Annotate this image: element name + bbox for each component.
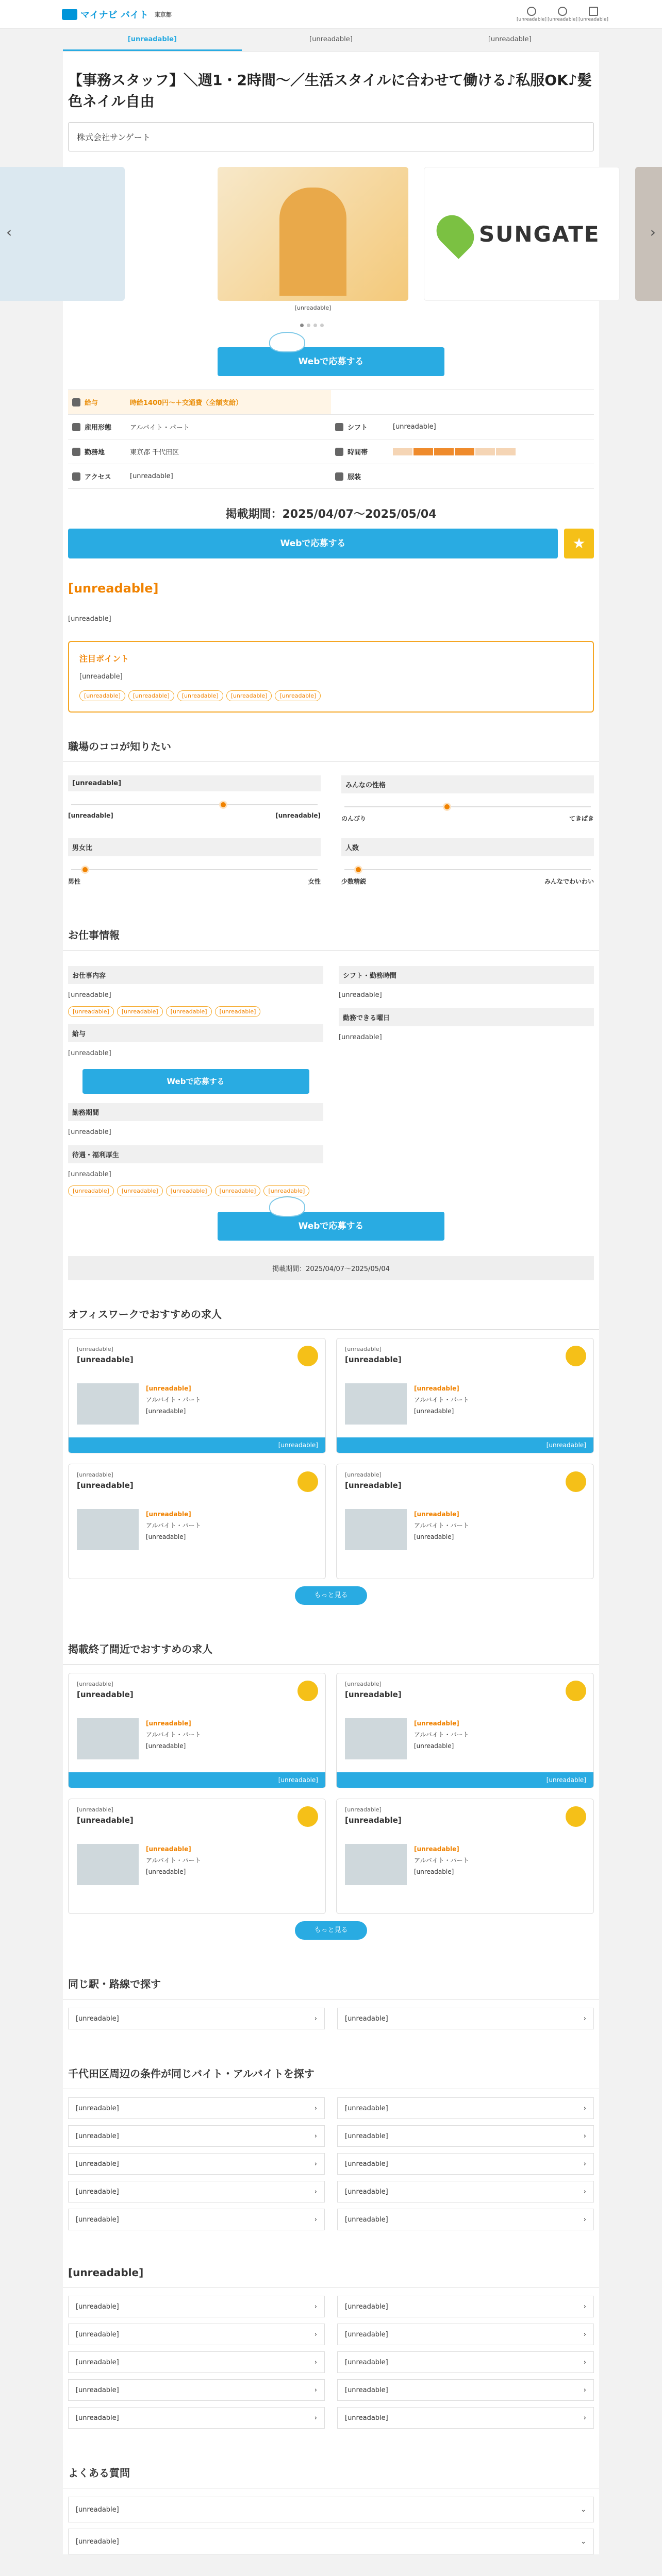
posting-period: 掲載期間：2025/04/07〜2025/05/04 [225,508,437,521]
brand-logo: SUNGATE [479,221,600,247]
carousel-slide-photo [218,167,408,301]
calendar-icon [335,423,343,431]
chevron-right-icon: › [583,2188,586,2196]
pay-row: 給与 時給1400円〜＋交通費（全額支給） [68,390,331,415]
job-info-table [68,389,594,489]
appearance-row: 服装 [331,464,594,489]
hours-row: 時間帯 [331,439,594,464]
building-icon [72,448,80,456]
workplace-heading: 職場のココが知りたい [63,733,599,762]
apply-button-bottom[interactable]: Webで応募する [218,1212,444,1241]
apply-button-inline[interactable]: Webで応募する [82,1069,309,1094]
rec1-cards [68,1338,594,1579]
access-row: アクセス [unreadable] [68,464,331,489]
search-link[interactable]: [unreadable] › [337,2125,594,2147]
more-button[interactable]: もっと見る [295,1921,367,1940]
area-label: 東京都 [154,11,172,18]
chevron-right-icon: › [583,2302,586,2311]
apply-button-top[interactable]: Webで応募する [218,347,444,376]
favorite-icon[interactable] [566,1346,586,1366]
search-link[interactable]: [unreadable] › [68,2181,325,2202]
bell-icon[interactable]: [unreadable] [525,7,538,22]
slider-personality: みんなの性格 のんびり てきぱき [341,770,594,833]
favorite-icon[interactable] [297,1471,318,1492]
area-links-heading: 千代田区周辺の条件が同じバイト・アルバイトを探す [63,2060,599,2089]
job-thumbnail [77,1383,139,1425]
photo-carousel [6,167,656,332]
logo-mark-icon [62,9,77,20]
tab-1[interactable]: [unreadable] [63,29,242,51]
tab-3[interactable]: [unreadable] [488,35,532,43]
faq-item[interactable]: [unreadable] ⌄ [68,2497,594,2522]
clock-icon [335,448,343,456]
chevron-right-icon: › [314,2132,317,2140]
page-tabs [63,29,599,52]
search-link[interactable]: [unreadable] › [68,2324,325,2345]
photo-caption: [unreadable] [294,304,332,312]
chevron-right-icon: › [314,2358,317,2366]
favorite-icon[interactable] [297,1346,318,1366]
search-link[interactable]: [unreadable] › [68,2209,325,2230]
search-link[interactable]: [unreadable] › [337,2407,594,2429]
job-card[interactable]: [unreadable] [unreadable] [unreadable] アルバイト・パート [unreadable] [unreadable] [336,1673,594,1788]
search-link[interactable]: [unreadable] › [68,2407,325,2429]
search-link[interactable]: [unreadable] › [337,2097,594,2119]
posting-period-bar: 掲載期間：2025/04/07〜2025/05/04 [68,1256,594,1280]
search-link[interactable]: [unreadable] › [68,2153,325,2175]
chevron-left-icon[interactable]: ‹ [6,224,12,241]
catch-copy: [unreadable] [68,581,159,596]
chevron-right-icon: › [583,2330,586,2338]
staff-photo [279,188,346,296]
chevron-right-icon: › [583,2014,586,2023]
rec2-cards [68,1673,594,1914]
carousel-dot[interactable] [307,324,310,327]
carousel-dot[interactable] [320,324,324,327]
job-thumbnail [77,1718,139,1759]
train-icon [72,472,80,481]
briefcase-icon [72,423,80,431]
job-thumbnail [77,1509,139,1550]
chevron-right-icon: › [583,2215,586,2224]
chevron-right-icon: › [583,2358,586,2366]
same-station-links [68,2008,594,2029]
chevron-right-icon: › [583,2160,586,2168]
mascot-icon [269,1196,305,1217]
shift-row: シフト [unreadable] [331,415,594,439]
search-link[interactable]: [unreadable] › [68,2125,325,2147]
job-description: [unreadable] [68,615,111,623]
tag[interactable]: [unreadable] [177,690,223,701]
slider-size: 人数 少数精鋭 みんなでわいわい [341,833,594,896]
chevron-right-icon: › [583,2414,586,2422]
slider-gender: 男女比 男性 女性 [68,833,321,896]
search-link[interactable]: [unreadable] › [68,2351,325,2373]
job-card[interactable]: [unreadable] [unreadable] [unreadable] アルバイト・パート [unreadable] [68,1799,326,1914]
job-thumbnail [345,1509,407,1550]
chevron-right-icon: › [583,2104,586,2112]
apply-button-main[interactable]: Webで応募する [68,529,558,558]
job-thumbnail [345,1383,407,1425]
area-links [68,2097,594,2230]
chevron-right-icon: › [314,2160,317,2168]
carousel-dots [300,324,324,327]
job-card[interactable]: [unreadable] [unreadable] [unreadable] アルバイト・パート [unreadable] [68,1464,326,1579]
yen-icon [72,398,80,406]
location-pin-icon [430,209,481,259]
tag[interactable]: [unreadable] [226,690,272,701]
slider-atmosphere: [unreadable] [unreadable] [unreadable] [68,770,321,833]
work-details: お仕事内容 [unreadable] [unreadable] [unreadable] [unreadable] [unreadable] 給与 [unreadable] Webで応募する 勤務期間 [unreadable] 待遇・福利厚生 [unreadable] [unreadable] [unreadable] [unreadable] [unreadable] [unreadable] シフト・勤務時間 [unreadable] 勤務できる曜日 [unreadable] [68,959,594,1197]
chevron-right-icon: › [314,2014,317,2023]
rec2-heading: 掲載終了間近でおすすめの求人 [63,1636,599,1665]
job-thumbnail [345,1844,407,1885]
search-link[interactable]: [unreadable] › [337,2324,594,2345]
more-button[interactable]: もっと見る [295,1586,367,1605]
logo-text: マイナビ バイト [80,9,148,21]
work-info-heading: お仕事情報 [63,922,599,951]
location-row: 勤務地 東京都 千代田区 [68,439,331,464]
search-link[interactable]: [unreadable] › [337,2181,594,2202]
rec1-heading: オフィスワークでおすすめの求人 [63,1301,599,1330]
history-icon[interactable]: [unreadable] [556,7,569,22]
tag[interactable]: [unreadable] [275,690,321,701]
employment-row: 雇用形態 アルバイト・パート [68,415,331,439]
favorite-star-icon[interactable]: ★ [564,529,594,558]
search-link[interactable]: [unreadable] › [68,2296,325,2317]
main-content [6,52,656,2554]
company-name[interactable]: 株式会社サンゲート [68,122,594,151]
chevron-down-icon: ⌄ [581,2505,586,2514]
carousel-slide-next [635,167,662,301]
chevron-right-icon: › [314,2414,317,2422]
favorite-icon[interactable] [297,1681,318,1701]
carousel-slide-prev [0,167,125,301]
search-link[interactable]: [unreadable] › [337,2351,594,2373]
favorite-icon[interactable] [566,1681,586,1701]
search-link[interactable]: [unreadable] › [337,2379,594,2401]
chevron-down-icon: ⌄ [581,2537,586,2546]
job-card[interactable]: [unreadable] [unreadable] [unreadable] アルバイト・パート [unreadable] [336,1464,594,1579]
station-links-heading: [unreadable] [63,2261,599,2287]
carousel-dot[interactable] [300,324,304,327]
favorite-icon[interactable] [566,1806,586,1827]
chevron-right-icon: › [314,2386,317,2394]
station-links [68,2296,594,2429]
search-link[interactable]: [unreadable] › [337,2296,594,2317]
tab-2[interactable]: [unreadable] [309,35,353,43]
chevron-right-icon: › [314,2188,317,2196]
job-thumbnail [345,1718,407,1759]
chevron-right-icon: › [314,2330,317,2338]
chevron-right-icon: › [314,2104,317,2112]
chevron-right-icon: › [583,2132,586,2140]
menu-icon[interactable]: [unreadable] [587,7,600,22]
faq-list [68,2497,594,2554]
job-title: 【事務スタッフ】＼週1・2時間～／生活スタイルに合わせて働ける♪私服OK♪髪色ネイル自由 [68,72,592,110]
job-thumbnail [77,1844,139,1885]
workplace-sliders [68,770,594,896]
site-header [0,0,662,29]
job-card[interactable]: [unreadable] [unreadable] [unreadable] アルバイト・パート [unreadable] [unreadable] [68,1338,326,1453]
search-link[interactable]: [unreadable] › [337,2008,594,2029]
highlight-points [68,641,594,713]
points-heading: 注目ポイント [79,654,129,664]
chevron-right-icon: › [314,2302,317,2311]
same-station-heading: 同じ駅・路線で探す [63,1971,599,1999]
mascot-icon [269,332,305,352]
chevron-right-icon: › [583,2386,586,2394]
site-logo[interactable] [62,8,172,21]
chevron-right-icon[interactable]: › [650,224,656,241]
chevron-right-icon: › [314,2215,317,2224]
search-link[interactable]: [unreadable] › [337,2209,594,2230]
tag[interactable]: [unreadable] [128,690,174,701]
search-link[interactable]: [unreadable] › [68,2097,325,2119]
carousel-dot[interactable] [313,324,317,327]
tag[interactable]: [unreadable] [79,690,125,701]
faq-item[interactable]: [unreadable] ⌄ [68,2529,594,2554]
favorite-icon[interactable] [297,1806,318,1827]
job-card[interactable]: [unreadable] [unreadable] [unreadable] アルバイト・パート [unreadable] [336,1799,594,1914]
shirt-icon [335,472,343,481]
carousel-slide-logo [424,167,620,301]
faq-heading: よくある質問 [63,2460,599,2488]
favorite-icon[interactable] [566,1471,586,1492]
points-text: [unreadable] [79,673,123,681]
search-link[interactable]: [unreadable] › [337,2153,594,2175]
job-card[interactable]: [unreadable] [unreadable] [unreadable] アルバイト・パート [unreadable] [unreadable] [68,1673,326,1788]
job-card[interactable]: [unreadable] [unreadable] [unreadable] アルバイト・パート [unreadable] [unreadable] [336,1338,594,1453]
empty-cell [331,390,594,415]
search-link[interactable]: [unreadable] › [68,2379,325,2401]
search-link[interactable]: [unreadable] › [68,2008,325,2029]
